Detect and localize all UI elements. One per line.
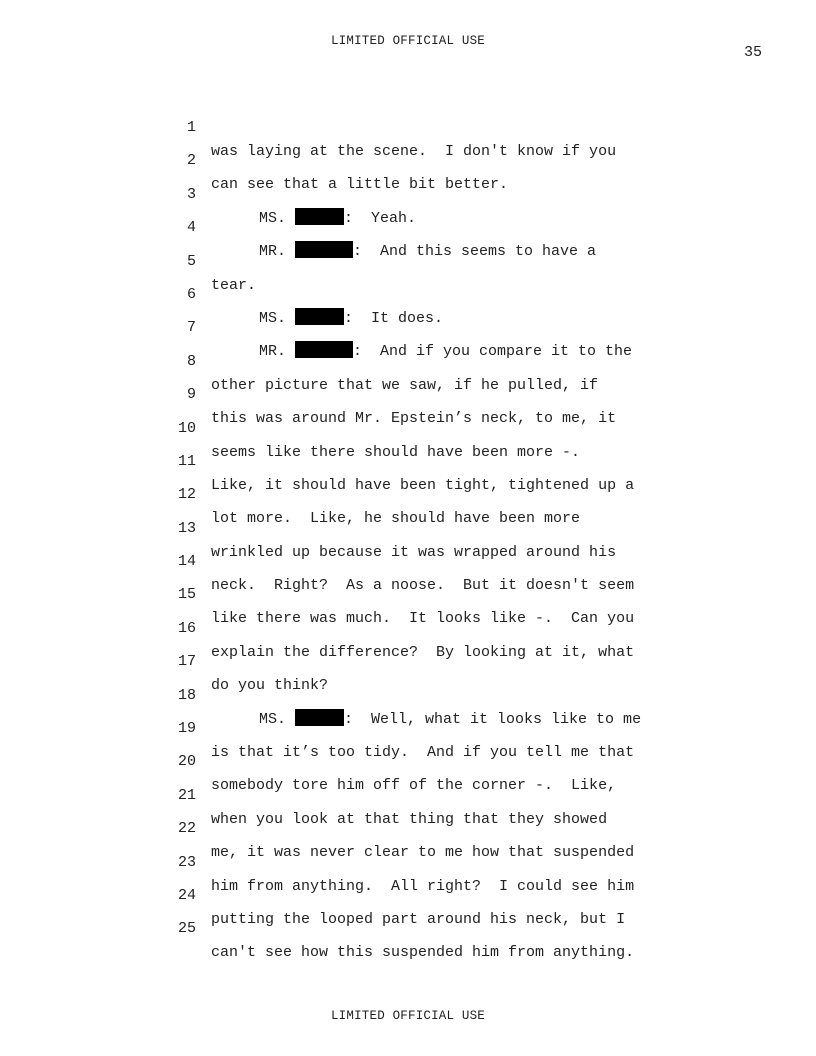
line-number: 16 (177, 619, 196, 637)
transcript-line (0, 125, 816, 194)
line-number: 20 (177, 753, 196, 771)
line-number: 15 (177, 586, 196, 604)
line-number: 5 (186, 252, 196, 270)
line-text: do you think? (211, 677, 329, 695)
line-number: 4 (186, 219, 196, 237)
transcript-line (0, 192, 816, 261)
speaker-title: MS. (259, 209, 287, 227)
line-number: 22 (177, 820, 196, 838)
line-number: 8 (186, 352, 196, 370)
line-number: 14 (177, 553, 196, 571)
line-text: other picture that we saw, if he pulled, if (211, 376, 599, 394)
transcript-line (0, 159, 816, 227)
line-text: : Yeah. (344, 209, 417, 227)
line-text: when you look at that thing that they showed (211, 810, 608, 828)
transcript-line (0, 760, 816, 828)
line-text: : It does. (344, 309, 444, 327)
line-number: 18 (177, 686, 196, 704)
line-text: explain the difference? By looking at it, what (211, 643, 635, 661)
line-text: was laying at the scene. I don't know if you (211, 143, 617, 160)
line-text: me, it was never clear to me how that suspended (211, 844, 635, 862)
line-number: 10 (177, 419, 196, 437)
speaker-title: MS. (259, 309, 287, 327)
transcript-line (0, 893, 816, 962)
transcript-line (0, 860, 816, 928)
line-number: 13 (177, 519, 196, 537)
line-number: 9 (186, 386, 196, 404)
line-text: Like, it should have been tight, tightened up a (211, 476, 635, 494)
classification-header: LIMITED OFFICIAL USE (330, 34, 486, 48)
line-number: 7 (186, 319, 196, 337)
line-text: him from anything. All right? I could see him (211, 877, 635, 895)
line-number: 11 (177, 452, 196, 470)
line-number: 23 (177, 853, 196, 871)
line-text: neck. Right? As a noose. But it doesn't seem (211, 577, 635, 595)
speaker-title: MR. (259, 243, 287, 261)
line-text: : And this seems to have a (353, 243, 597, 261)
transcript-line (0, 326, 816, 394)
line-number: 25 (177, 920, 196, 938)
line-text: : Well, what it looks like to me (344, 710, 642, 728)
transcript-line (0, 493, 816, 561)
line-text: somebody tore him off of the corner -. Like, (211, 777, 617, 795)
transcript-body (0, 92, 816, 962)
line-number: 12 (177, 486, 196, 504)
transcript-line (0, 426, 816, 494)
line-number: 6 (186, 285, 196, 303)
line-number: 1 (186, 119, 196, 136)
line-number: 24 (177, 886, 196, 904)
line-text: like there was much. It looks like -. Can you (211, 610, 635, 628)
line-text: tear. (211, 276, 257, 294)
transcript-line (0, 593, 816, 661)
transcript-line (0, 292, 816, 361)
line-number: 21 (177, 786, 196, 804)
speaker-title: MS. (259, 710, 287, 728)
line-number: 17 (177, 653, 196, 671)
transcript-line (0, 259, 816, 327)
classification-footer: LIMITED OFFICIAL USE (330, 1009, 486, 1023)
line-number: 19 (177, 720, 196, 738)
line-number: 3 (186, 185, 196, 203)
line-text: putting the looped part around his neck, but I (211, 910, 626, 928)
speaker-title: MR. (259, 343, 287, 361)
line-text: : And if you compare it to the (353, 343, 633, 361)
line-text: is that it’s too tidy. And if you tell me that (211, 744, 635, 762)
line-text: wrinkled up because it was wrapped around his (211, 543, 617, 561)
line-text: this was around Mr. Epstein’s neck, to me, it (211, 410, 617, 428)
transcript-line (0, 660, 816, 728)
line-text: can see that a little bit better. (211, 176, 509, 194)
line-text: seems like there should have been more -. (211, 443, 581, 461)
transcript-line (0, 226, 816, 294)
line-text: can't see how this suspended him from anything. (211, 944, 635, 962)
line-number: 2 (186, 152, 196, 170)
page-number: 35 (743, 44, 762, 61)
transcript-line (0, 92, 816, 160)
line-text: lot more. Like, he should have been more (211, 510, 581, 528)
